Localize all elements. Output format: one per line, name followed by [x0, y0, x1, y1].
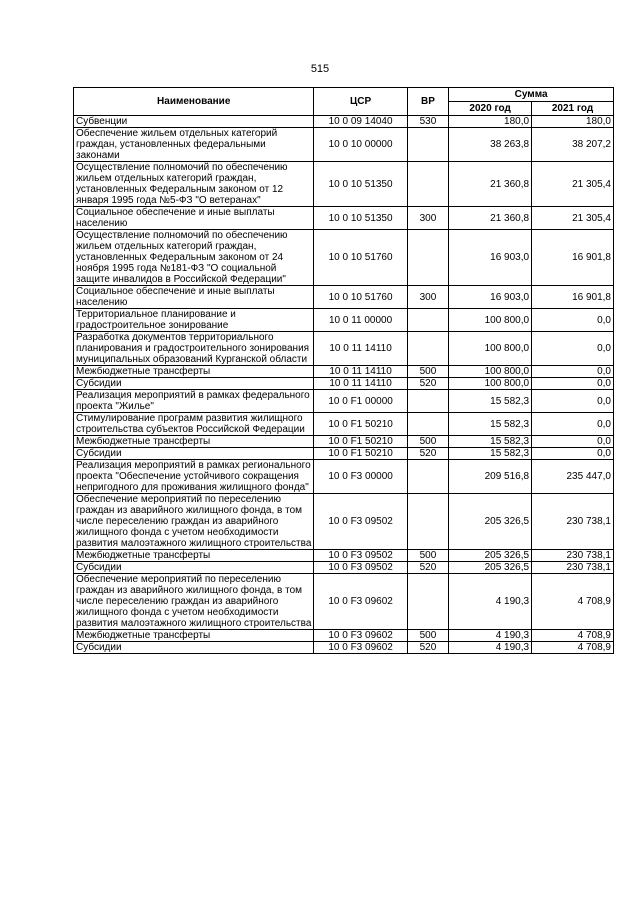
- table-row: [74, 332, 614, 366]
- cell-2021: 16 901,8: [532, 286, 614, 309]
- cell-2020: 4 190,3: [449, 574, 532, 630]
- header-sum: Сумма: [449, 88, 614, 102]
- cell-name: Реализация мероприятий в рамках федерального проекта "Жилье": [74, 390, 314, 413]
- cell-csr: 10 0 10 00000: [314, 128, 407, 162]
- cell-name: Межбюджетные трансферты: [74, 366, 314, 378]
- cell-name: Обеспечение мероприятий по переселению граждан из аварийного жилищного фонда, в том числе переселению граждан из аварийного жилищного фонда с учетом необходимости развития малоэтажного жилищного строительства: [74, 574, 314, 630]
- cell-2020: 15 582,3: [449, 413, 532, 436]
- cell-vr: [407, 128, 448, 162]
- cell-2021: 230 738,1: [532, 494, 614, 550]
- table-row: [74, 116, 614, 128]
- table-row: [74, 378, 614, 390]
- cell-csr: 10 0 F3 09502: [314, 550, 407, 562]
- cell-csr: 10 0 10 51350: [314, 162, 407, 207]
- cell-2021: 0,0: [532, 448, 614, 460]
- page-number: 515: [310, 63, 330, 75]
- cell-2020: 205 326,5: [449, 562, 532, 574]
- cell-2021: 4 708,9: [532, 642, 614, 654]
- cell-vr: [407, 162, 448, 207]
- cell-2020: 100 800,0: [449, 332, 532, 366]
- cell-vr: [407, 230, 448, 286]
- cell-csr: 10 0 11 14110: [314, 366, 407, 378]
- cell-vr: 300: [407, 286, 448, 309]
- cell-2021: 4 708,9: [532, 630, 614, 642]
- cell-name: Обеспечение мероприятий по переселению граждан из аварийного жилищного фонда, в том числе переселению граждан из аварийного жилищного фонда с учетом необходимости развития малоэтажного жилищного строительства: [74, 494, 314, 550]
- cell-2021: 38 207,2: [532, 128, 614, 162]
- table-row: [74, 448, 614, 460]
- table-body: [74, 116, 614, 654]
- table-row: [74, 390, 614, 413]
- header-csr: ЦСР: [314, 88, 407, 116]
- table-row: [74, 162, 614, 207]
- cell-2020: 205 326,5: [449, 550, 532, 562]
- cell-name: Субсидии: [74, 448, 314, 460]
- cell-name: Социальное обеспечение и иные выплаты населению: [74, 286, 314, 309]
- header-year-2020: 2020 год: [449, 102, 532, 116]
- cell-csr: 10 0 11 14110: [314, 332, 407, 366]
- cell-csr: 10 0 F1 50210: [314, 436, 407, 448]
- cell-vr: [407, 413, 448, 436]
- cell-2021: 4 708,9: [532, 574, 614, 630]
- cell-vr: [407, 390, 448, 413]
- cell-2020: 4 190,3: [449, 642, 532, 654]
- budget-table: [73, 87, 614, 654]
- cell-csr: 10 0 F1 50210: [314, 413, 407, 436]
- cell-2020: 15 582,3: [449, 436, 532, 448]
- header-year-2021: 2021 год: [532, 102, 614, 116]
- table-row: [74, 562, 614, 574]
- cell-vr: 500: [407, 630, 448, 642]
- table-row: [74, 230, 614, 286]
- cell-csr: 10 0 F1 00000: [314, 390, 407, 413]
- cell-vr: [407, 574, 448, 630]
- cell-vr: 520: [407, 562, 448, 574]
- table-row: [74, 494, 614, 550]
- cell-name: Социальное обеспечение и иные выплаты населению: [74, 207, 314, 230]
- cell-csr: 10 0 F3 09502: [314, 562, 407, 574]
- cell-2021: 0,0: [532, 413, 614, 436]
- cell-csr: 10 0 09 14040: [314, 116, 407, 128]
- cell-2021: 0,0: [532, 366, 614, 378]
- cell-csr: 10 0 F3 00000: [314, 460, 407, 494]
- table-row: [74, 574, 614, 630]
- cell-name: Разработка документов территориального планирования и градостроительного зонирования муниципальных образований Курганской области: [74, 332, 314, 366]
- cell-name: Субсидии: [74, 562, 314, 574]
- cell-csr: 10 0 10 51350: [314, 207, 407, 230]
- cell-2021: 0,0: [532, 378, 614, 390]
- cell-2020: 15 582,3: [449, 390, 532, 413]
- cell-2021: 230 738,1: [532, 562, 614, 574]
- cell-2020: 21 360,8: [449, 162, 532, 207]
- cell-2020: 100 800,0: [449, 309, 532, 332]
- cell-name: Межбюджетные трансферты: [74, 436, 314, 448]
- cell-vr: 500: [407, 366, 448, 378]
- table-row: [74, 128, 614, 162]
- cell-csr: 10 0 10 51760: [314, 286, 407, 309]
- cell-2021: 0,0: [532, 332, 614, 366]
- cell-csr: 10 0 11 14110: [314, 378, 407, 390]
- table-row: [74, 413, 614, 436]
- cell-vr: [407, 460, 448, 494]
- table-row: [74, 550, 614, 562]
- cell-2020: 16 903,0: [449, 286, 532, 309]
- cell-vr: 500: [407, 550, 448, 562]
- table-row: [74, 309, 614, 332]
- table-row: [74, 630, 614, 642]
- cell-2020: 100 800,0: [449, 378, 532, 390]
- cell-name: Субвенции: [74, 116, 314, 128]
- cell-name: Территориальное планирование и градостроительное зонирование: [74, 309, 314, 332]
- cell-vr: 520: [407, 448, 448, 460]
- cell-name: Межбюджетные трансферты: [74, 550, 314, 562]
- table-row: [74, 436, 614, 448]
- cell-2021: 21 305,4: [532, 162, 614, 207]
- cell-2020: 209 516,8: [449, 460, 532, 494]
- cell-2020: 100 800,0: [449, 366, 532, 378]
- cell-2020: 4 190,3: [449, 630, 532, 642]
- header-name: Наименование: [74, 88, 314, 116]
- cell-csr: 10 0 11 00000: [314, 309, 407, 332]
- table-row: [74, 366, 614, 378]
- cell-name: Осуществление полномочий по обеспечению жильем отдельных категорий граждан, установленных Федеральным законом от 24 ноября 1995 года №181-ФЗ "О социальной защите инвалидов в Российской Федерации": [74, 230, 314, 286]
- table-row: [74, 460, 614, 494]
- cell-2020: 21 360,8: [449, 207, 532, 230]
- cell-name: Межбюджетные трансферты: [74, 630, 314, 642]
- cell-2021: 0,0: [532, 390, 614, 413]
- cell-csr: 10 0 F3 09502: [314, 494, 407, 550]
- cell-2021: 21 305,4: [532, 207, 614, 230]
- cell-vr: [407, 309, 448, 332]
- cell-csr: 10 0 F3 09602: [314, 630, 407, 642]
- cell-name: Субсидии: [74, 378, 314, 390]
- cell-2020: 205 326,5: [449, 494, 532, 550]
- cell-2020: 16 903,0: [449, 230, 532, 286]
- cell-2021: 235 447,0: [532, 460, 614, 494]
- cell-vr: [407, 332, 448, 366]
- cell-vr: 500: [407, 436, 448, 448]
- table-row: [74, 642, 614, 654]
- cell-name: Субсидии: [74, 642, 314, 654]
- cell-2021: 180,0: [532, 116, 614, 128]
- cell-2021: 0,0: [532, 309, 614, 332]
- cell-csr: 10 0 F1 50210: [314, 448, 407, 460]
- cell-csr: 10 0 10 51760: [314, 230, 407, 286]
- table-row: [74, 207, 614, 230]
- cell-vr: 530: [407, 116, 448, 128]
- cell-vr: 520: [407, 642, 448, 654]
- cell-2020: 38 263,8: [449, 128, 532, 162]
- cell-2020: 15 582,3: [449, 448, 532, 460]
- cell-vr: 300: [407, 207, 448, 230]
- cell-csr: 10 0 F3 09602: [314, 642, 407, 654]
- cell-name: Осуществление полномочий по обеспечению жильем отдельных категорий граждан, установленных Федеральным законом от 12 января 1995 года №5-ФЗ "О ветеранах": [74, 162, 314, 207]
- cell-vr: [407, 494, 448, 550]
- cell-name: Реализация мероприятий в рамках регионального проекта "Обеспечение устойчивого сокращения непригодного для проживания жилищного фонда": [74, 460, 314, 494]
- cell-csr: 10 0 F3 09602: [314, 574, 407, 630]
- cell-vr: 520: [407, 378, 448, 390]
- cell-2021: 0,0: [532, 436, 614, 448]
- cell-name: Обеспечение жильем отдельных категорий граждан, установленных федеральными законами: [74, 128, 314, 162]
- cell-2020: 180,0: [449, 116, 532, 128]
- cell-name: Стимулирование программ развития жилищного строительства субъектов Российской Федерации: [74, 413, 314, 436]
- cell-2021: 230 738,1: [532, 550, 614, 562]
- table-row: [74, 286, 614, 309]
- cell-2021: 16 901,8: [532, 230, 614, 286]
- header-vr: ВР: [407, 88, 448, 116]
